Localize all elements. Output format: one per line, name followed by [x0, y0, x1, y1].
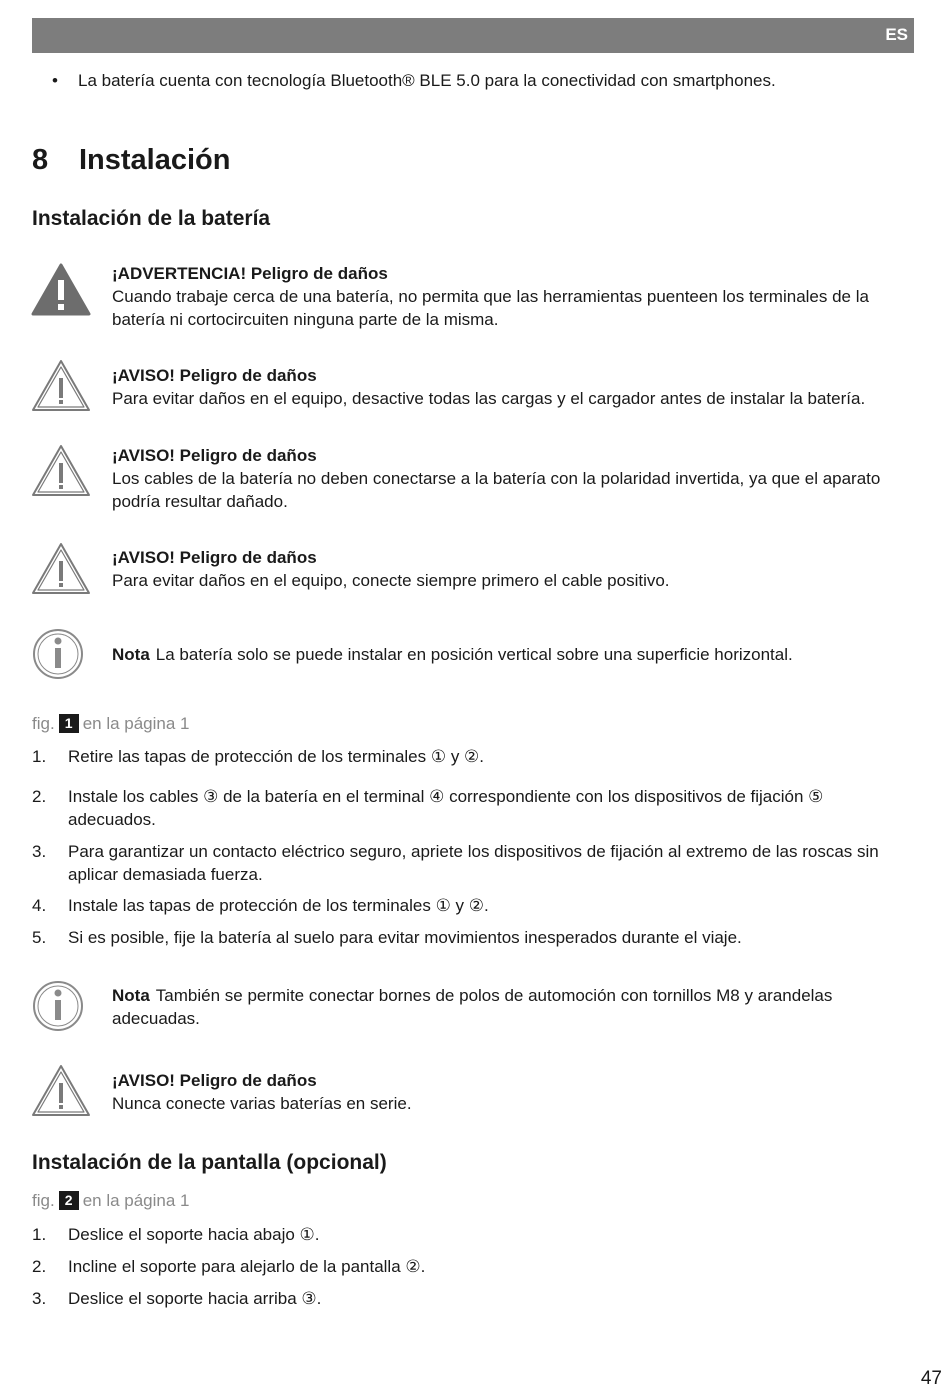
step-text: Incline el soporte para alejarlo de la pantalla ②. — [68, 1257, 426, 1276]
note-label: Nota — [112, 986, 150, 1005]
note-block-1 — [112, 643, 912, 666]
caution-outline-icon — [30, 1063, 92, 1119]
list-item — [32, 1287, 902, 1310]
fig-suffix: en la página 1 — [82, 714, 190, 733]
warning-filled-icon — [30, 262, 92, 318]
notice-text: Para evitar daños en el equipo, conecte siempre primero el cable positivo. — [112, 571, 670, 590]
step-text: Retire las tapas de protección de los terminales ① y ②. — [68, 747, 485, 766]
bullet-icon: • — [52, 71, 58, 90]
language-code: ES — [885, 25, 908, 44]
fig-number: 1 — [59, 714, 79, 733]
notice-title: ¡AVISO! Peligro de daños — [112, 366, 317, 385]
step-text: Instale los cables ③ de la batería en el terminal ④ correspondiente con los dispositivos de fijación ⑤ adecuados. — [68, 787, 824, 829]
figure-reference-1 — [32, 714, 190, 734]
chapter-heading — [32, 144, 231, 177]
intro-bullet — [52, 71, 776, 91]
warning-title: ¡ADVERTENCIA! Peligro de daños — [112, 264, 388, 283]
step-text: Instale las tapas de protección de los terminales ① y ②. — [68, 896, 489, 915]
notice-block-3 — [112, 546, 912, 592]
step-number: 2. — [32, 1257, 47, 1276]
list-item — [32, 1255, 902, 1278]
fig-prefix: fig. — [32, 1191, 55, 1210]
step-number: 5. — [32, 928, 47, 947]
list-item — [32, 1223, 902, 1246]
note-text: También se permite conectar bornes de polos de automoción con tornillos M8 y arandelas adecuadas. — [112, 986, 833, 1028]
notice-text: Los cables de la batería no deben conectarse a la batería con la polaridad invertida, ya que el aparato podría resultar dañado. — [112, 469, 881, 511]
warning-block — [112, 262, 912, 331]
list-item — [32, 840, 902, 886]
step-number: 4. — [32, 896, 47, 915]
step-number: 1. — [32, 747, 47, 766]
list-item — [32, 745, 902, 768]
notice-block-4 — [112, 1069, 912, 1115]
fig-prefix: fig. — [32, 714, 55, 733]
notice-title: ¡AVISO! Peligro de daños — [112, 1071, 317, 1090]
page-number: 47 — [920, 1368, 942, 1389]
note-block-2 — [112, 984, 912, 1030]
step-text: Si es posible, fije la batería al suelo para evitar movimientos inesperados durante el viaje. — [68, 928, 742, 947]
caution-outline-icon — [30, 358, 92, 414]
intro-bullet-text: La batería cuenta con tecnología Bluetooth® BLE 5.0 para la conectividad con smartphones. — [78, 71, 776, 90]
caution-outline-icon — [30, 443, 92, 499]
step-number: 1. — [32, 1225, 47, 1244]
notice-text: Nunca conecte varias baterías en serie. — [112, 1094, 412, 1113]
step-text: Para garantizar un contacto eléctrico seguro, apriete los dispositivos de fijación al extremo de las roscas sin aplicar demasiada fuerza. — [68, 842, 879, 884]
list-item — [32, 894, 902, 917]
note-text: La batería solo se puede instalar en posición vertical sobre una superficie horizontal. — [155, 645, 793, 664]
info-icon — [30, 979, 92, 1035]
step-text: Deslice el soporte hacia abajo ①. — [68, 1225, 320, 1244]
chapter-number: 8 — [32, 144, 49, 176]
note-label: Nota — [112, 645, 150, 664]
info-icon — [30, 627, 92, 683]
fig-number: 2 — [59, 1191, 79, 1210]
step-number: 2. — [32, 787, 47, 806]
chapter-title: Instalación — [79, 144, 231, 176]
section-title-battery: Instalación de la batería — [32, 207, 271, 230]
notice-block-1 — [112, 364, 912, 410]
notice-title: ¡AVISO! Peligro de daños — [112, 446, 317, 465]
warning-text: Cuando trabaje cerca de una batería, no permita que las herramientas puenteen los terminales de la batería ni cortocircuiten ninguna parte de la misma. — [112, 287, 869, 329]
notice-title: ¡AVISO! Peligro de daños — [112, 548, 317, 567]
notice-text: Para evitar daños en el equipo, desactive todas las cargas y el cargador antes de instalar la batería. — [112, 389, 866, 408]
section-title-display: Instalación de la pantalla (opcional) — [32, 1151, 387, 1174]
step-number: 3. — [32, 1289, 47, 1308]
list-item — [32, 926, 902, 949]
fig-suffix: en la página 1 — [82, 1191, 190, 1210]
step-text: Deslice el soporte hacia arriba ③. — [68, 1289, 322, 1308]
figure-reference-2 — [32, 1191, 190, 1211]
list-item — [32, 785, 902, 831]
step-number: 3. — [32, 842, 47, 861]
notice-block-2 — [112, 444, 912, 513]
caution-outline-icon — [30, 541, 92, 597]
header-bar — [32, 18, 914, 53]
